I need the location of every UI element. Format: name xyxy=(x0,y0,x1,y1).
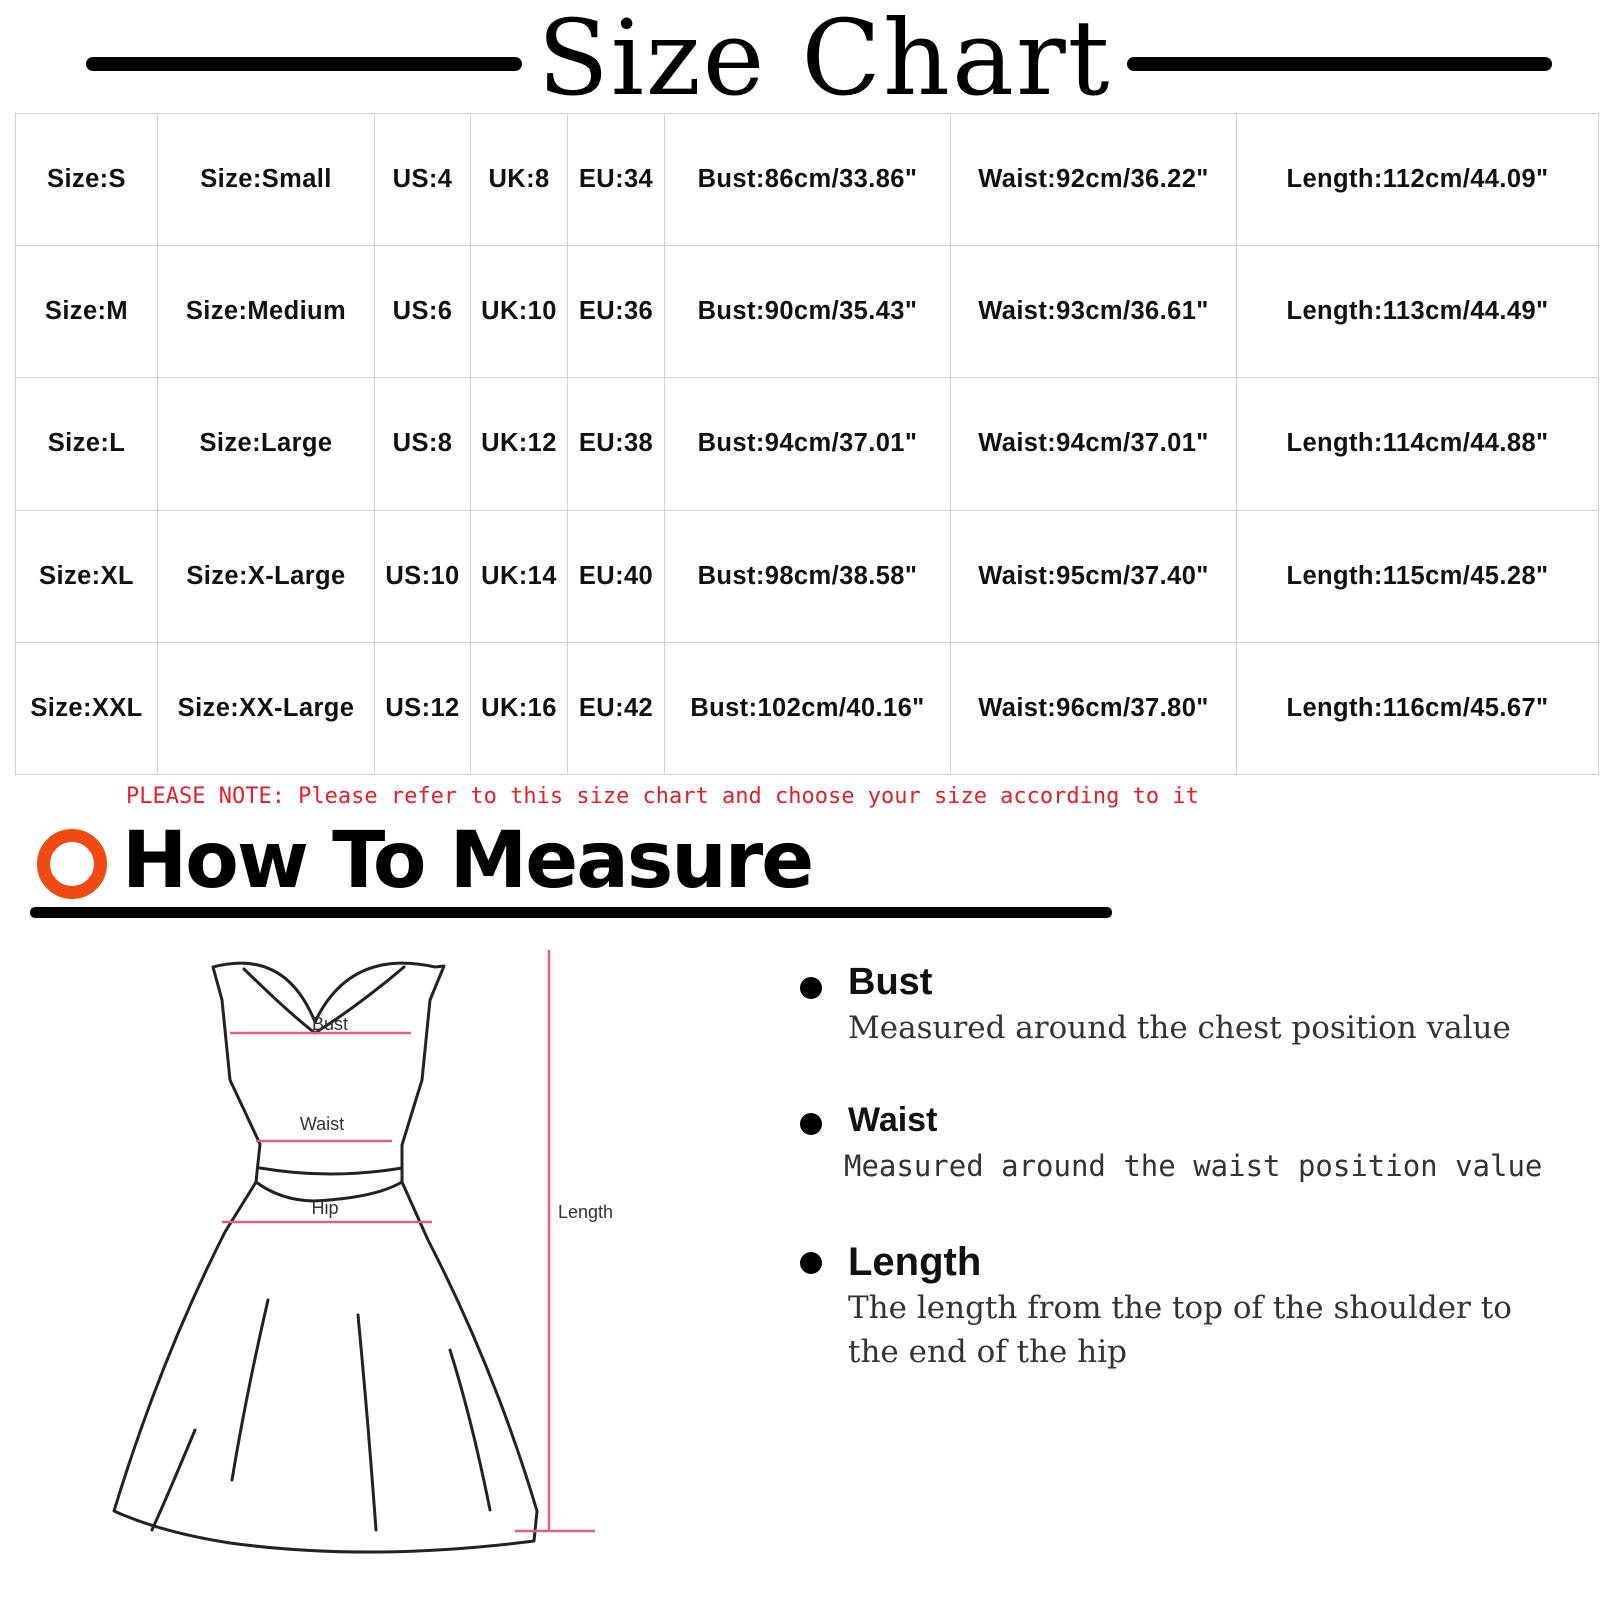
table-cell: Size:Small xyxy=(158,114,375,246)
ring-icon xyxy=(37,829,107,899)
table-cell: EU:34 xyxy=(568,114,665,246)
table-row xyxy=(16,246,1599,378)
table-cell: UK:12 xyxy=(471,378,568,510)
table-cell: Size:M xyxy=(16,246,158,378)
measure-item-length xyxy=(800,1240,1560,1380)
dress-bodice xyxy=(213,963,444,1201)
how-to-measure-title: How To Measure xyxy=(122,816,813,906)
size-table xyxy=(15,113,1599,775)
table-cell: Size:X-Large xyxy=(158,510,375,642)
bust-label: Bust xyxy=(311,1014,349,1034)
table-cell: UK:14 xyxy=(471,510,568,642)
table-cell: UK:16 xyxy=(471,642,568,774)
table-cell: Bust:90cm/35.43" xyxy=(665,246,951,378)
measure-name: Length xyxy=(848,1240,982,1284)
skirt-fold xyxy=(232,1300,268,1480)
skirt-fold xyxy=(450,1350,490,1510)
table-row xyxy=(16,510,1599,642)
table-cell: Length:116cm/45.67" xyxy=(1237,642,1599,774)
table-cell: EU:38 xyxy=(568,378,665,510)
table-cell: Length:115cm/45.28" xyxy=(1237,510,1599,642)
skirt-fold xyxy=(358,1315,376,1530)
dress-skirt xyxy=(114,1182,537,1552)
table-cell: Size:XX-Large xyxy=(158,642,375,774)
table-cell: Waist:93cm/36.61" xyxy=(951,246,1237,378)
measure-item-waist xyxy=(800,1100,1560,1183)
table-cell: US:4 xyxy=(375,114,471,246)
table-cell: EU:42 xyxy=(568,642,665,774)
table-cell: Size:Large xyxy=(158,378,375,510)
waist-label: Waist xyxy=(299,1114,345,1134)
measure-description: Measured around the chest position value xyxy=(848,1010,1511,1046)
table-cell: Length:113cm/44.49" xyxy=(1237,246,1599,378)
table-cell: EU:40 xyxy=(568,510,665,642)
measure-description: the end of the hip xyxy=(848,1334,1127,1370)
table-cell: Waist:96cm/37.80" xyxy=(951,642,1237,774)
skirt-fold xyxy=(152,1430,195,1530)
table-cell: Size:Medium xyxy=(158,246,375,378)
table-cell: EU:36 xyxy=(568,246,665,378)
measure-description: Measured around the waist position value xyxy=(844,1149,1543,1183)
title-rule-left xyxy=(86,57,522,71)
table-cell: Waist:95cm/37.40" xyxy=(951,510,1237,642)
measure-name: Waist xyxy=(848,1101,938,1139)
bullet-icon xyxy=(800,977,822,999)
measure-name: Bust xyxy=(848,961,933,1003)
table-cell: Size:S xyxy=(16,114,158,246)
dress-diagram xyxy=(100,950,660,1590)
table-cell: Size:XXL xyxy=(16,642,158,774)
table-cell: US:12 xyxy=(375,642,471,774)
table-cell: Length:112cm/44.09" xyxy=(1237,114,1599,246)
table-cell: US:10 xyxy=(375,510,471,642)
measure-item-bust xyxy=(800,961,1560,1046)
bullet-icon xyxy=(800,1113,822,1135)
table-row xyxy=(16,642,1599,774)
table-cell: Bust:86cm/33.86" xyxy=(665,114,951,246)
table-cell: Bust:94cm/37.01" xyxy=(665,378,951,510)
table-cell: Size:L xyxy=(16,378,158,510)
table-cell: Length:114cm/44.88" xyxy=(1237,378,1599,510)
table-cell: Waist:94cm/37.01" xyxy=(951,378,1237,510)
table-cell: Bust:102cm/40.16" xyxy=(665,642,951,774)
size-chart-header xyxy=(0,0,1600,119)
size-note: PLEASE NOTE: Please refer to this size chart and choose your size according to it xyxy=(126,784,1199,809)
waist-band xyxy=(260,1168,402,1174)
table-cell: US:8 xyxy=(375,378,471,510)
title-rule-right xyxy=(1127,57,1552,71)
table-cell: UK:8 xyxy=(471,114,568,246)
table-row xyxy=(16,378,1599,510)
table-cell: Waist:92cm/36.22" xyxy=(951,114,1237,246)
table-cell: UK:10 xyxy=(471,246,568,378)
table-cell: Size:XL xyxy=(16,510,158,642)
length-label: Length xyxy=(558,1202,614,1222)
section-rule xyxy=(30,907,1112,918)
bullet-icon xyxy=(800,1252,822,1274)
table-cell: Bust:98cm/38.58" xyxy=(665,510,951,642)
page-title: Size Chart xyxy=(537,0,1112,119)
table-row xyxy=(16,114,1599,246)
table-cell: US:6 xyxy=(375,246,471,378)
hip-label: Hip xyxy=(311,1198,339,1218)
measure-description: The length from the top of the shoulder to xyxy=(848,1290,1512,1326)
